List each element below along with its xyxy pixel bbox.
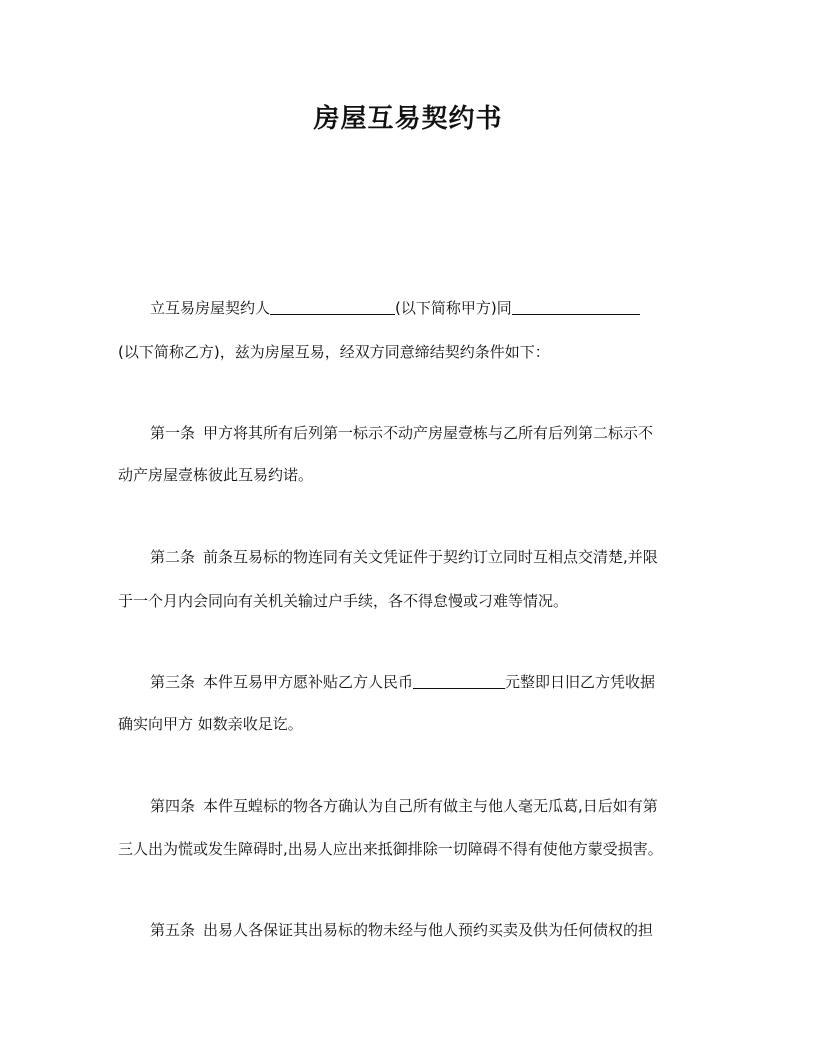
article-1-line-2: 动产房屋壹栋彼此互易约诺。 bbox=[118, 466, 314, 484]
preamble-line-1 bbox=[150, 298, 640, 318]
article-3-text-1b: 元整即日旧乙方凭收据 bbox=[505, 673, 656, 691]
article-1-text-1: 甲方将其所有后列第一标示不动产房屋壹栋与乙所有后列第二标示不 bbox=[203, 424, 654, 442]
article-1-line-1 bbox=[150, 423, 653, 443]
article-4-line-1 bbox=[150, 796, 658, 816]
preamble-line-2: (以下简称乙方)，兹为房屋互易，经双方同意缔结契约条件如下： bbox=[118, 343, 550, 361]
article-4-text-1: 本件互蝗标的物各方确认为自己所有做主与他人毫无瓜葛,日后如有第 bbox=[203, 797, 658, 815]
preamble-text-a: 立互易房屋契约人 bbox=[150, 299, 271, 317]
article-5-line-1 bbox=[150, 920, 653, 940]
article-2-text-1: 前条互易标的物连同有关文凭证件于契约订立同时互相点交清楚,并限 bbox=[203, 548, 658, 566]
article-3-line-1 bbox=[150, 672, 655, 692]
party-b-blank[interactable] bbox=[512, 298, 640, 315]
article-4-line-2: 三人出为慌或发生障碍时,出易人应出来抵御排除一切障碍不得有使他方蒙受损害。 bbox=[118, 840, 663, 858]
article-3-line-2: 确实向甲方 如数亲收足讫。 bbox=[118, 715, 303, 733]
article-5-text-1: 出易人各保证其出易标的物未经与他人预约买卖及供为任何债权的担 bbox=[203, 921, 654, 939]
article-5-label: 第五条 bbox=[150, 921, 196, 939]
preamble-text-b: (以下简称甲方)同 bbox=[395, 299, 512, 317]
party-a-blank[interactable] bbox=[270, 298, 395, 315]
article-3-label: 第三条 bbox=[150, 673, 196, 691]
amount-blank[interactable] bbox=[413, 672, 505, 689]
article-2-line-1 bbox=[150, 547, 658, 567]
article-2-label: 第二条 bbox=[150, 548, 196, 566]
article-4-label: 第四条 bbox=[150, 797, 196, 815]
article-3-text-1a: 本件互易甲方愿补贴乙方人民币 bbox=[203, 673, 414, 691]
document-title: 房屋互易契约书 bbox=[313, 104, 503, 134]
article-1-label: 第一条 bbox=[150, 424, 196, 442]
article-2-line-2: 于一个月内会同向有关机关输过户手续，各不得怠慢或刁难等情况。 bbox=[118, 592, 569, 610]
